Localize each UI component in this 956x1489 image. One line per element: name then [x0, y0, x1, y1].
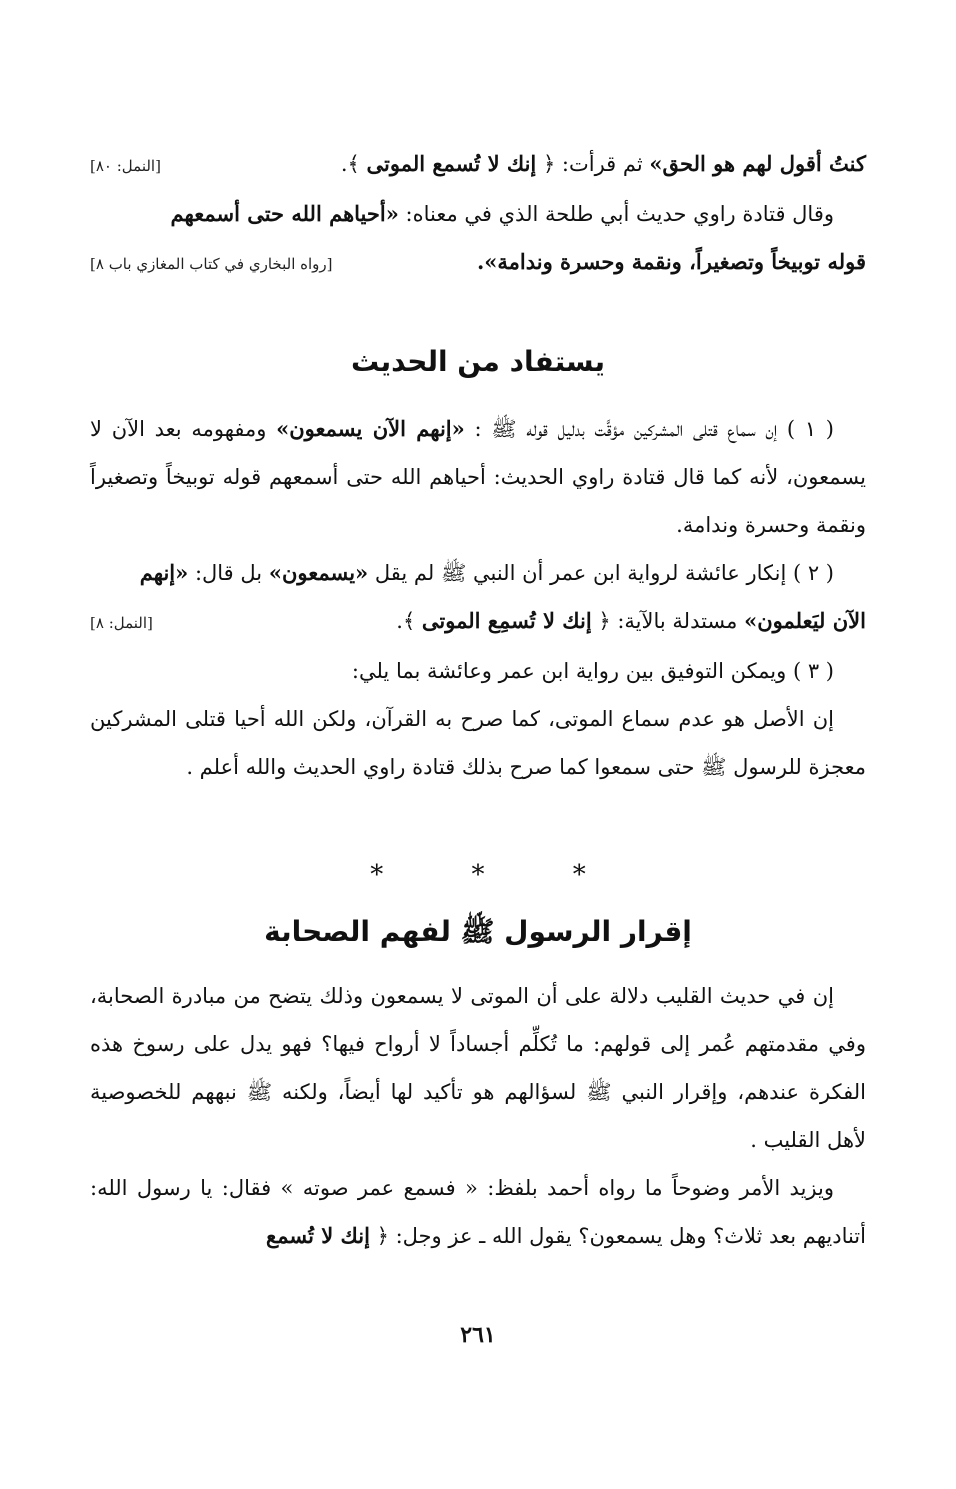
ayah-close: ﴾.	[340, 152, 367, 176]
narration-quote: «أحياهم الله حتى أسمعهم	[170, 201, 399, 226]
section-heading-benefits: يستفاد من الحديث	[350, 345, 606, 378]
point-1-quote: «إنهم الآن يسمعون»	[276, 416, 465, 441]
section-approval-body	[90, 972, 866, 1260]
benefit-point-2	[90, 549, 866, 597]
point-2-quote-end: الآن ليَعلمون»	[744, 608, 866, 633]
top-line-3	[90, 238, 866, 288]
top-line-2	[90, 190, 866, 238]
ayah-text: إنك لا تُسمع الموتى	[366, 151, 537, 176]
point-1-text: ( ١ ) إن سماع قتلى المشركين مؤقَّت بدليل قوله ﷺ :	[464, 417, 835, 441]
narration-quote-end: قوله توبيخاً وتصغيراً، ونقمة وحسرة وندامة».	[476, 249, 866, 274]
benefit-point-2-line-2	[90, 597, 866, 647]
point-2-quote-2: «إنهم	[139, 560, 189, 585]
approval-paragraph-2-text: ويزيد الأمر وضوحاً ما رواه أحمد بلفظ: « فسمع عمر صوته » فقال: يا رسول الله: أتناديهم بعد ثلاث؟ وهل يسمعون؟ يقول الله ـ عز وجل: ﴿	[90, 1176, 866, 1248]
point-1-rest: ومفهومه بعد الآن لا يسمعون، لأنه كما قال قتادة راوي الحديث: أحياهم الله حتى أسمعهم قوله توبيخاً وتصغيراً ونقمة وحسرة وندامة.	[90, 417, 866, 537]
quote-intro: ثم قرأت: ﴿	[536, 152, 650, 176]
section-separator: * * *	[370, 860, 626, 890]
quote-bold: كنتُ أقول لهم هو الحق»	[649, 151, 866, 176]
benefit-conclusion: إن الأصل هو عدم سماع الموتى، كما صرح به القرآن، ولكن الله أحيا قتلى المشركين معجزة للرسول ﷺ حتى سمعوا كما صرح بذلك قتادة راوي الحديث والله أعلم .	[90, 707, 866, 779]
approval-paragraph-2-ayah: إنك لا تُسمع	[266, 1223, 370, 1248]
narration-text: وقال قتادة راوي حديث أبي طلحة الذي في معناه:	[398, 202, 834, 226]
benefit-point-1	[90, 405, 866, 549]
point-2-text-2: بل قال:	[188, 561, 269, 585]
approval-paragraph-1: إن في حديث القليب دلالة على أن الموتى لا يسمعون وذلك يتضح من مبادرة الصحابة، وفي مقدمتهم عُمر إلى قولهم: ما تُكلِّم أجساداً لا أرواح فيها؟ فهو يدل على رسوخ هذه الفكرة عندهم، وإقرار النبي ﷺ لسؤالهم هو تأكيد لها أيضاً، ولكنه ﷺ نبههم للخصوصية لأهل القليب .	[90, 984, 866, 1152]
point-2-reference: [النمل: ٨]	[90, 614, 153, 632]
point-2-ayah: إنك لا تُسمِع الموتى	[421, 608, 592, 633]
point-2-text: ( ٢ ) إنكار عائشة لرواية ابن عمر أن النبي ﷺ لم يقل	[368, 561, 834, 585]
top-line-1	[90, 140, 866, 190]
point-2-quote-1: «يسمعون»	[268, 560, 369, 585]
point-2-ayah-close: ﴾.	[396, 609, 422, 633]
ayah-reference: [النمل: ٨٠]	[90, 157, 161, 175]
section-benefits-body	[90, 405, 866, 791]
page-number: ٢٦١	[460, 1322, 496, 1348]
hadith-reference: [رواه البخاري في كتاب المغازي باب ٨]	[90, 255, 333, 273]
top-continuation	[90, 140, 866, 288]
section-heading-approval: إقرار الرسول ﷺ لفهم الصحابة	[264, 915, 692, 948]
benefit-point-3: ( ٣ ) ويمكن التوفيق بين رواية ابن عمر وعائشة بما يلي:	[351, 659, 834, 683]
approval-paragraph-2	[90, 1164, 866, 1260]
point-2-ayah-intro: مستدلة بالآية: ﴿	[591, 609, 745, 633]
